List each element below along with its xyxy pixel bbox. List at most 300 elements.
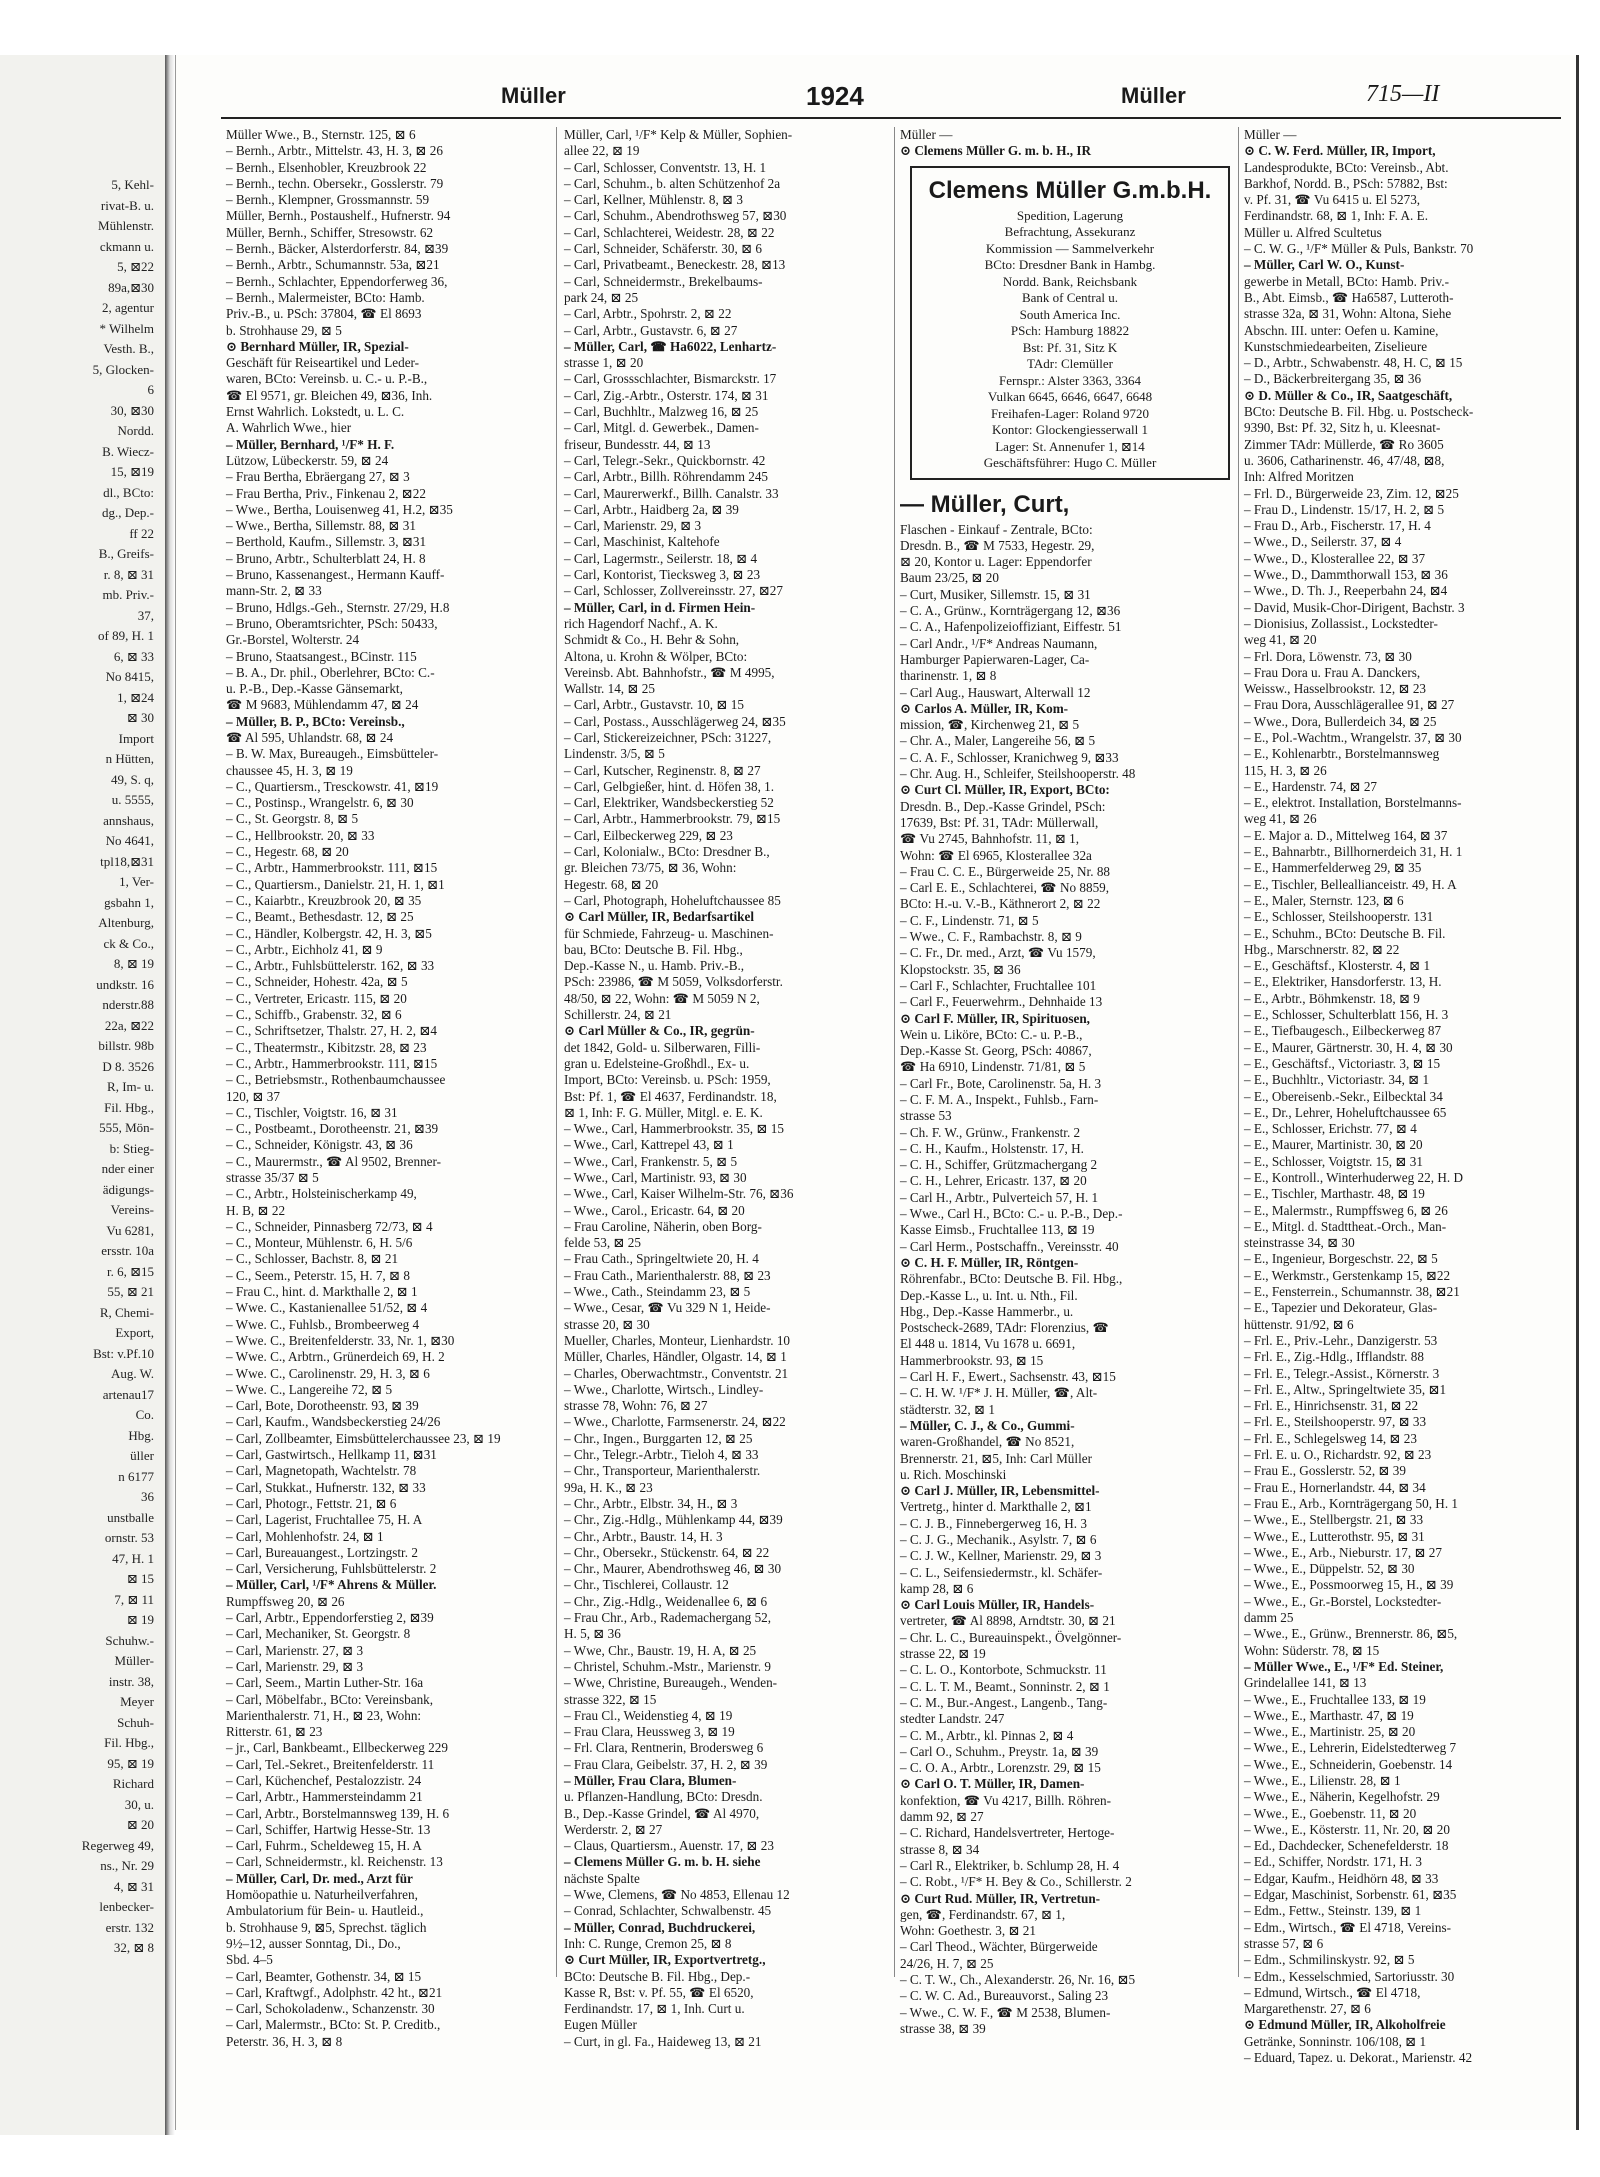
- directory-entry: – E., Tischler, Marthastr. 48, ⊠ 19: [1244, 1186, 1425, 1202]
- directory-entry: – Christel, Schuhm.-Mstr., Marienstr. 9: [564, 1658, 771, 1674]
- directory-entry: – Carl, Gastwirtsch., Hellkamp 11, ⊠31: [226, 1447, 437, 1463]
- directory-entry: – C. Robt., ¹/F* H. Bey & Co., Schillerstr. 2: [900, 1874, 1132, 1890]
- directory-entry: – Wwe., E., Fruchtallee 133, ⊠ 19: [1244, 1691, 1426, 1707]
- directory-entry: gr. Bleichen 73/75, ⊠ 36, Wohn:: [564, 860, 737, 876]
- directory-entry: – E., Maurer, Martinistr. 30, ⊠ 20: [1244, 1137, 1423, 1153]
- directory-entry: – Wwe., E., Lilienstr. 28, ⊠ 1: [1244, 1772, 1401, 1788]
- directory-entry: – C. A., Grünw., Kornträgergang 12, ⊠36: [900, 603, 1121, 619]
- directory-entry: – Carl, Schlosser, Zollvereinsstr. 27, ⊠27: [564, 583, 783, 599]
- directory-entry: Mueller, Charles, Monteur, Lienhardstr. 10: [564, 1332, 791, 1348]
- directory-entry: – Bernh., Elsenhobler, Kreuzbrook 22: [226, 159, 427, 175]
- directory-entry: – C., Seem., Peterstr. 15, H. 7, ⊠ 8: [226, 1267, 410, 1283]
- directory-entry: – Bernh., Klempner, Grossmannstr. 59: [226, 192, 430, 208]
- directory-entry: – Dionisius, Zollassist., Lockstedter-: [1244, 615, 1438, 631]
- directory-entry: mission, ☎, Kirchenweg 21, ⊠ 5: [900, 717, 1080, 733]
- directory-entry: – Chr. Aug. H., Schleifer, Steilshooperstr. 48: [900, 766, 1136, 782]
- directory-entry: Import, BCto: Vereinsb. u. PSch: 1959,: [564, 1072, 771, 1088]
- directory-entry: – Frau E., Hornerlandstr. 44, ⊠ 34: [1244, 1479, 1426, 1495]
- column-2: [564, 127, 892, 2049]
- directory-entry: – E. Major a. D., Mittelweg 164, ⊠ 37: [1244, 827, 1448, 843]
- column-3: [900, 127, 1234, 2036]
- directory-entry: Barkhof, Nordd. B., PSch: 57882, Bst:: [1244, 175, 1448, 191]
- directory-entry: – Frau Dora, Ausschlägerallee 91, ⊠ 27: [1244, 697, 1455, 713]
- adjacent-page-line: 1, ⊠24: [117, 689, 154, 705]
- adjacent-page-line: nderstr.88: [102, 997, 154, 1012]
- directory-entry: – Carl, Postass., Ausschlägerweg 24, ⊠35: [564, 713, 786, 729]
- adjacent-page-line: r. 6, ⊠15: [106, 1263, 154, 1279]
- directory-entry: – Wwe., E., Kösterstr. 11, Nr. 20, ⊠ 20: [1244, 1821, 1450, 1837]
- directory-entry: – Chr., Arbtr., Baustr. 14, H. 3: [564, 1528, 723, 1544]
- directory-entry: Rumpffsweg 20, ⊠ 26: [226, 1593, 345, 1609]
- directory-entry: – Müller, Carl, in d. Firmen Hein-: [564, 599, 756, 615]
- adjacent-page-line: Meyer: [120, 1694, 154, 1709]
- adjacent-page-line: 1, Ver-: [119, 874, 154, 889]
- ad-line: Geschäftsführer: Hugo C. Müller: [983, 455, 1157, 471]
- directory-entry: allee 22, ⊠ 19: [564, 143, 640, 159]
- directory-entry: strasse 22, ⊠ 19: [900, 1646, 986, 1662]
- directory-entry: – Carl, Arbtr., Gustavstr. 6, ⊠ 27: [564, 322, 738, 338]
- directory-entry: – C. W. C. Ad., Bureauvorst., Saling 23: [900, 1988, 1109, 2004]
- adjacent-page-line: 2, agentur: [102, 300, 154, 315]
- directory-entry: – C., Kaiarbtr., Kreuzbrook 20, ⊠ 35: [226, 892, 422, 908]
- directory-entry: – C. F. M. A., Inspekt., Fuhlsb., Farn-: [900, 1091, 1099, 1107]
- directory-entry: – Wwe, Chr., Baustr. 19, H. A, ⊠ 25: [564, 1642, 757, 1658]
- directory-entry: – Chr., Ingen., Burggarten 12, ⊠ 25: [564, 1430, 753, 1446]
- directory-entry: ☎ Ha 6910, Lindenstr. 71/81, ⊠ 5: [900, 1059, 1086, 1075]
- directory-entry: – Carl, Schiffer, Hartwig Hesse-Str. 13: [226, 1821, 431, 1837]
- ad-line: Kontor: Glockengiesserwall 1: [992, 422, 1148, 438]
- directory-entry: – C. H., Lehrer, Ericastr. 137, ⊠ 20: [900, 1173, 1087, 1189]
- directory-entry: – E., Schlosser, Erichstr. 77, ⊠ 4: [1244, 1121, 1417, 1137]
- directory-entry: rich Hagendorf Nachf., A. K.: [564, 615, 718, 631]
- directory-entry: Dresdn. B., ☎ M 7533, Hegestr. 29,: [900, 537, 1095, 553]
- adjacent-page-line: Nordd.: [117, 423, 154, 438]
- directory-entry: – D., Arbtr., Schwabenstr. 48, H. C, ⊠ 15: [1244, 355, 1463, 371]
- directory-entry: – Frau E., Gosslerstr. 52, ⊠ 39: [1244, 1463, 1406, 1479]
- directory-entry: – C., Arbtr., Holsteinischerkamp 49,: [226, 1186, 417, 1202]
- directory-entry: Lützow, Lübeckerstr. 59, ⊠ 24: [226, 452, 389, 468]
- directory-entry: – Edm., Kesselschmied, Sartoriusstr. 30: [1244, 1968, 1455, 1984]
- directory-entry: – Chr. A., Maler, Langereihe 56, ⊠ 5: [900, 733, 1096, 749]
- directory-entry: – E., Bahnarbtr., Billhornerdeich 31, H. 1: [1244, 844, 1463, 860]
- directory-entry: – Carl, Lagermstr., Seilerstr. 18, ⊠ 4: [564, 550, 758, 566]
- directory-entry: – Wwe. C., Fuhlsb., Brombeerweg 4: [226, 1316, 420, 1332]
- adjacent-page-line: 6, ⊠ 33: [113, 648, 154, 664]
- directory-entry: gen, ☎, Ferdinandstr. 67, ⊠ 1,: [900, 1906, 1066, 1922]
- directory-entry: – Wwe., Bertha, Louisenweg 41, H.2, ⊠35: [226, 501, 453, 517]
- directory-entry: 9½–12, ausser Sonntag, Di., Do.,: [226, 1935, 401, 1951]
- directory-entry: – Carl F., Schlachter, Fruchtallee 101: [900, 977, 1097, 993]
- directory-entry: – Claus, Quartiersm., Auenstr. 17, ⊠ 23: [564, 1838, 774, 1854]
- directory-entry: – Frau E., Arb., Kornträgergang 50, H. 1: [1244, 1495, 1459, 1511]
- adjacent-page-line: ns., Nr. 29: [100, 1858, 154, 1873]
- directory-entry: det 1842, Gold- u. Silberwaren, Filli-: [564, 1039, 761, 1055]
- adjacent-page-line: 5, Glocken-: [92, 361, 154, 377]
- directory-entry: Dep.-Kasse N., u. Hamb. Priv.-B.,: [564, 958, 745, 974]
- directory-entry: Grindelallee 141, ⊠ 13: [1244, 1675, 1367, 1691]
- directory-entry: – Wwe., Bertha, Sillemstr. 88, ⊠ 31: [226, 518, 416, 534]
- directory-entry: – E., Tischler, Belleallianceistr. 49, H. A: [1244, 876, 1457, 892]
- adjacent-page-line: Hbg.: [128, 1427, 154, 1443]
- directory-entry: Sbd. 4–5: [226, 1952, 273, 1968]
- directory-entry: v. Pf. 31, ☎ Vu 6415 u. El 5273,: [1244, 192, 1421, 208]
- directory-entry: – Wwe., Dora, Bullerdeich 34, ⊠ 25: [1244, 713, 1437, 729]
- directory-entry: – Frl. E., Telegr.-Assist., Körnerstr. 3: [1244, 1365, 1440, 1381]
- directory-entry: – Carl, Marienstr. 29, ⊠ 3: [564, 518, 702, 534]
- directory-entry: – C., Monteur, Mühlenstr. 6, H. 5/6: [226, 1235, 413, 1251]
- directory-entry: Inh: C. Runge, Cremon 25, ⊠ 8: [564, 1935, 732, 1951]
- directory-entry: Ferdinandstr. 17, ⊠ 1, Inh. Curt u.: [564, 2001, 745, 2017]
- adjacent-page-line: 89a,⊠30: [108, 279, 154, 295]
- directory-entry: Altona, u. Krohn & Wölper, BCto:: [564, 648, 748, 664]
- directory-entry: – Chr., Maurer, Abendrothsweg 46, ⊠ 30: [564, 1561, 782, 1577]
- directory-entry: – Carl, Arbtr., Hammersteindamm 21: [226, 1789, 423, 1805]
- directory-entry: – Carl, Mohlenhofstr. 24, ⊠ 1: [226, 1528, 384, 1544]
- directory-entry: ⊙ Bernhard Müller, IR, Spezial-: [226, 338, 409, 354]
- ad-title: Clemens Müller G.m.b.H.: [928, 176, 1212, 204]
- directory-entry: – C. A., Hafenpolizeioffiziant, Eiffestr. 51: [900, 619, 1122, 635]
- directory-entry: – Curt, in gl. Fa., Haideweg 13, ⊠ 21: [564, 2033, 762, 2049]
- directory-entry: – Bruno, Kassenangest., Hermann Kauff-: [226, 567, 445, 583]
- directory-entry: 17639, Bst: Pf. 31, TAdr: Müllerwall,: [900, 814, 1099, 830]
- adjacent-page-line: Regerweg 49,: [81, 1837, 154, 1853]
- adjacent-page-line: Schuh-: [117, 1714, 154, 1730]
- adjacent-page-line: 55, ⊠ 21: [107, 1284, 154, 1299]
- adjacent-page-line: rivat-B. u.: [100, 197, 154, 213]
- directory-entry: – Frau Cath., Springeltwiete 20, H. 4: [564, 1251, 759, 1267]
- directory-entry: Kunstschmiedearbeiten, Ziselieure: [1244, 338, 1428, 354]
- directory-entry: Margarethenstr. 27, ⊠ 6: [1244, 2001, 1371, 2017]
- running-head-right-name: Müller: [1121, 83, 1186, 108]
- directory-entry: – C., Hellbrookstr. 20, ⊠ 33: [226, 827, 375, 843]
- directory-entry: – Carl, Eilbeckerweg 229, ⊠ 23: [564, 827, 733, 843]
- directory-entry: kamp 28, ⊠ 6: [900, 1580, 974, 1596]
- directory-entry: – Ch. F. W., Grünw., Frankenstr. 2: [900, 1124, 1081, 1140]
- directory-entry: chaussee 45, H. 3, ⊠ 19: [226, 762, 353, 778]
- adjacent-page-line: 49, S. q,: [111, 771, 154, 787]
- directory-entry: Ambulatorium für Bein- u. Hautleid.,: [226, 1903, 424, 1919]
- directory-entry: – Wwe., E., Schneiderin, Goebenstr. 14: [1244, 1756, 1453, 1772]
- directory-entry: – Carl, Photograph, Hoheluftchaussee 85: [564, 892, 781, 908]
- ad-line: Bank of Central u.: [1021, 290, 1119, 306]
- directory-entry: – E., Kontroll., Winterhuderweg 22, H. D: [1244, 1170, 1463, 1185]
- directory-entry: – Carl, Arbtr., Borstelmannsweg 139, H. 6: [226, 1805, 450, 1821]
- directory-entry: Wohn: Süderstr. 78, ⊠ 15: [1244, 1642, 1380, 1658]
- directory-entry: – Carl, Versicherung, Fuhlsbüttelerstr. 2: [226, 1561, 437, 1577]
- directory-entry: park 24, ⊠ 25: [564, 289, 639, 305]
- directory-entry: – Müller, Conrad, Buchdruckerei,: [564, 1919, 756, 1935]
- directory-entry: – Frl. E., Altw., Springeltwiete 35, ⊠1: [1244, 1381, 1447, 1397]
- directory-entry: – C., Hegestr. 68, ⊠ 20: [226, 844, 349, 860]
- directory-entry: Lindenstr. 3/5, ⊠ 5: [564, 746, 665, 762]
- directory-entry: – Wwe. C., Carolinenstr. 29, H. 3, ⊠ 6: [226, 1365, 430, 1381]
- directory-entry: Dep.-Kasse L., u. Int. u. Nth., Fil.: [900, 1287, 1078, 1303]
- directory-entry: ☎ El 9571, gr. Bleichen 49, ⊠36, Inh.: [226, 387, 433, 403]
- directory-entry: – C. T. W., Ch., Alexanderstr. 26, Nr. 16, ⊠5: [900, 1972, 1136, 1988]
- directory-entry: – C., Maurermstr., ☎ Al 9502, Brenner-: [226, 1153, 442, 1169]
- directory-entry: waren-Großhandel, ☎ No 8521,: [900, 1434, 1075, 1450]
- directory-entry: – E., Schlosser, Voigtstr. 15, ⊠ 31: [1244, 1153, 1423, 1169]
- directory-entry: Ernst Wahrlich. Lokstedt, u. L. C.: [226, 404, 405, 420]
- directory-entry: Müller —: [1244, 127, 1297, 142]
- directory-entry: – Carl, Mechaniker, St. Georgstr. 8: [226, 1626, 411, 1642]
- directory-entry: – C., Schneider, Hohestr. 42a, ⊠ 5: [226, 974, 408, 990]
- directory-entry: – Carl, Marienstr. 27, ⊠ 3: [226, 1642, 364, 1658]
- directory-entry: – Bernh., Schlachter, Eppendorferweg 36,: [226, 273, 448, 289]
- directory-entry: – Wwe., D. Th. J., Reeperbahn 24, ⊠4: [1244, 583, 1448, 599]
- directory-entry: weg 41, ⊠ 26: [1244, 811, 1317, 827]
- adjacent-page-line: ädigungs-: [102, 1181, 154, 1197]
- directory-entry: Wohn: ☎ El 6965, Klosterallee 32a: [900, 847, 1092, 863]
- directory-entry: Müller u. Alfred Scultetus: [1244, 224, 1382, 240]
- directory-entry: Flaschen - Einkauf - Zentrale, BCto:: [900, 521, 1093, 537]
- directory-entry: – C. J. W., Kellner, Marienstr. 29, ⊠ 3: [900, 1548, 1102, 1564]
- directory-entry: – C. A. F., Schlosser, Kranichweg 9, ⊠33: [900, 749, 1119, 765]
- directory-entry: – E., Mitgl. d. Stadttheat.-Orch., Man-: [1244, 1218, 1447, 1234]
- adjacent-page-line: 95, ⊠ 19: [107, 1755, 154, 1771]
- directory-entry: konfektion, ☎ Vu 4217, Billh. Röhren-: [900, 1792, 1111, 1808]
- directory-entry: – Wwe., D., Seilerstr. 37, ⊠ 4: [1244, 534, 1402, 550]
- directory-entry: – Wwe., Cesar, ☎ Vu 329 N 1, Heide-: [564, 1300, 771, 1316]
- directory-entry: – Carl, Arbtr., Haidberg 2a, ⊠ 39: [564, 501, 739, 517]
- directory-entry: – Carl, Stukkat., Hufnerstr. 132, ⊠ 33: [226, 1479, 426, 1495]
- adjacent-page-line: 5, ⊠22: [117, 259, 154, 274]
- directory-entry: – Edgar, Kaufm., Heidhörn 48, ⊠ 33: [1244, 1870, 1439, 1886]
- directory-entry: – Carl, Beamter, Gothenstr. 34, ⊠ 15: [226, 1968, 422, 1984]
- directory-entry: – Carl, Kolonialw., BCto: Dresdner B.,: [564, 844, 770, 860]
- ad-line: Fernspr.: Alster 3363, 3364: [999, 372, 1141, 388]
- directory-entry: – Carl, Seem., Martin Luther-Str. 16a: [226, 1675, 424, 1691]
- adjacent-page-line: unstballe: [107, 1509, 154, 1525]
- adjacent-page-line: Vu 6281,: [106, 1222, 154, 1238]
- directory-entry: – Wwe., Carl, Hammerbrookstr. 35, ⊠ 15: [564, 1121, 784, 1137]
- directory-entry: – Carl, Kontorist, Tiecksweg 3, ⊠ 23: [564, 567, 761, 583]
- directory-entry: – E., Ingenieur, Borgeschstr. 22, ⊠ 5: [1244, 1251, 1438, 1267]
- directory-entry: strasse 32a, ⊠ 31, Wohn: Altona, Siehe: [1244, 306, 1452, 322]
- directory-entry: b. Strohhause 29, ⊠ 5: [226, 322, 342, 338]
- adjacent-page-line: 7, ⊠ 11: [114, 1591, 154, 1607]
- adjacent-page-line: n Hütten,: [105, 751, 154, 766]
- directory-entry: – Carl, Schlachterei, Weidestr. 28, ⊠ 22: [564, 224, 775, 240]
- directory-entry: – Müller, Carl, ☎ Ha6022, Lenhartz-: [564, 338, 777, 354]
- directory-entry: – E., Hammerfelderweg 29, ⊠ 35: [1244, 860, 1422, 876]
- adjacent-page-line: dg., Dep.-: [102, 505, 154, 520]
- ad-line: Freihafen-Lager: Roland 9720: [990, 405, 1150, 421]
- ad-line: Lager: St. Annenufer 1, ⊠14: [995, 438, 1145, 454]
- adjacent-page-line: 37,: [137, 607, 154, 623]
- directory-entry: – Wwe., E., Goebenstr. 11, ⊠ 20: [1244, 1805, 1417, 1821]
- page-number: 715—II: [1366, 81, 1440, 107]
- directory-entry: – Frl. E. u. O., Richardstr. 92, ⊠ 23: [1244, 1447, 1432, 1463]
- directory-entry: – C. M., Bur.-Angest., Langenb., Tang-: [900, 1694, 1108, 1710]
- adjacent-page-line: r. 8, ⊠ 31: [103, 566, 154, 582]
- directory-entry: – Carl, Marienstr. 29, ⊠ 3: [226, 1658, 364, 1674]
- directory-entry: – Chr., Telegr.-Arbtr., Tieloh 4, ⊠ 33: [564, 1447, 759, 1463]
- directory-entry: – Edgar, Maschinist, Sorbenstr. 61, ⊠35: [1244, 1887, 1457, 1903]
- directory-entry: – C., Vertreter, Ericastr. 115, ⊠ 20: [226, 990, 407, 1006]
- directory-entry: ⊙ C. W. Ferd. Müller, IR, Import,: [1244, 143, 1436, 159]
- adjacent-page-line: ff 22: [129, 525, 154, 541]
- directory-entry: – Frl. D., Bürgerweide 23, Zim. 12, ⊠25: [1244, 485, 1459, 501]
- directory-entry: – Carl, Kellner, Mühlenstr. 8, ⊠ 3: [564, 192, 744, 208]
- directory-entry: – Chr., Tischlerei, Collaustr. 12: [564, 1577, 729, 1593]
- directory-entry: u. 3606, Catharinenstr. 46, 47/48, ⊠8,: [1244, 452, 1445, 468]
- directory-entry: – Carl, Möbelfabr., BCto: Vereinsbank,: [226, 1691, 434, 1707]
- directory-entry: – Carl, Maschinist, Kaltehofe: [564, 534, 720, 550]
- directory-entry: ⊙ Carl Louis Müller, IR, Handels-: [900, 1597, 1095, 1613]
- directory-entry: Klopstockstr. 35, ⊠ 36: [900, 961, 1021, 977]
- directory-entry: – Wwe., E., Düppelstr. 52, ⊠ 30: [1244, 1561, 1415, 1577]
- directory-entry: ⊙ Carlos A. Müller, IR, Kom-: [900, 700, 1069, 716]
- directory-entry: Inh: Alfred Moritzen: [1244, 469, 1354, 485]
- directory-entry: – C. L. T. M., Beamt., Sonninstr. 2, ⊠ 1: [900, 1678, 1110, 1694]
- directory-entry: – Wwe., Carl, Kaiser Wilhelm-Str. 76, ⊠36: [564, 1186, 794, 1202]
- directory-entry: – Wwe., D., Dammthorwall 153, ⊠ 36: [1244, 567, 1448, 583]
- directory-entry: – E., Maler, Sternstr. 123, ⊠ 6: [1244, 892, 1404, 908]
- header-rule: [221, 117, 1561, 119]
- adjacent-page-line: Vesth. B.,: [103, 341, 154, 356]
- directory-entry: – Chr., Zig.-Hdlg., Weidenallee 6, ⊠ 6: [564, 1593, 768, 1609]
- directory-entry: – Carl, Schlosser, Conventstr. 13, H. 1: [564, 159, 767, 175]
- adjacent-page-line: nder einer: [101, 1161, 154, 1176]
- directory-entry: El 448 u. 1814, Vu 1678 u. 6691,: [900, 1336, 1076, 1352]
- directory-entry: ☎ Al 595, Uhlandstr. 68, ⊠ 24: [226, 729, 394, 745]
- directory-entry: – Müller, Carl, ¹/F* Ahrens & Müller.: [226, 1577, 437, 1593]
- ad-line: Kommission — Sammelverkehr: [985, 240, 1155, 256]
- directory-entry: ⊠ 1, Inh: F. G. Müller, Mitgl. e. E. K.: [564, 1104, 763, 1120]
- directory-entry: b. Strohhause 9, ⊠5, Sprechst. täglich: [226, 1919, 427, 1935]
- directory-entry: – Curt, Musiker, Sillemstr. 15, ⊠ 31: [900, 586, 1091, 602]
- directory-entry: – Carl, Bureauangest., Lortzingstr. 2: [226, 1544, 418, 1560]
- directory-entry: – Berthold, Kaufm., Sillemstr. 3, ⊠31: [226, 534, 427, 550]
- directory-entry: Kasse Eimsb., Fruchtallee 113, ⊠ 19: [900, 1222, 1095, 1238]
- directory-entry: – Müller, Bernhard, ¹/F* H. F.: [226, 436, 395, 452]
- directory-entry: ⊠ 20, Kontor u. Lager: Eppendorfer: [900, 554, 1092, 570]
- directory-entry: – C. L. O., Kontorbote, Schmuckstr. 11: [900, 1662, 1107, 1678]
- directory-entry: – Wwe., C. W. F., ☎ M 2538, Blumen-: [900, 2004, 1111, 2020]
- directory-entry: tharinenstr. 1, ⊠ 8: [900, 668, 997, 684]
- running-head: [176, 55, 1576, 111]
- directory-entry: 120, ⊠ 37: [226, 1088, 280, 1104]
- directory-entry: bau, BCto: Deutsche B. Fil. Hbg.,: [564, 941, 743, 957]
- adjacent-page-line: B., Greifs-: [98, 546, 154, 561]
- directory-entry: ⊙ Curt Cl. Müller, IR, Export, BCto:: [900, 782, 1110, 798]
- directory-entry: – Bernh., Arbtr., Mittelstr. 43, H. 3, ⊠ 26: [226, 143, 443, 159]
- directory-entry: – Wwe. C., Langereihe 72, ⊠ 5: [226, 1381, 393, 1397]
- adjacent-page-line: ersstr. 10a: [101, 1243, 154, 1258]
- directory-entry: – C., Arbtr., Fuhlsbüttelerstr. 162, ⊠ 33: [226, 958, 435, 974]
- directory-entry: – jr., Carl, Bankbeamt., Ellbeckerweg 229: [226, 1740, 448, 1756]
- directory-entry: strasse 78, Wohn: 76, ⊠ 27: [564, 1398, 708, 1414]
- directory-entry: Hbg., Dep.-Kasse Hammerbr., u.: [900, 1303, 1074, 1319]
- directory-entry: u. Pflanzen-Handlung, BCto: Dresdn.: [564, 1789, 763, 1805]
- directory-entry: – Carl, Kraftwgf., Adolphstr. 42 ht., ⊠21: [226, 1984, 443, 2000]
- directory-entry: felde 53, ⊠ 25: [564, 1235, 641, 1251]
- directory-entry: – Carl Herm., Postschaffn., Vereinsstr. 40: [900, 1238, 1119, 1254]
- directory-entry: – C. W. G., ¹/F* Müller & Puls, Bankstr. 70: [1244, 241, 1474, 257]
- directory-entry: 48/50, ⊠ 22, Wohn: ☎ M 5059 N 2,: [564, 990, 760, 1006]
- directory-entry: – Wwe., E., Gr.-Borstel, Lockstedter-: [1244, 1593, 1442, 1609]
- directory-entry: – Wwe., Carl, Kattrepel 43, ⊠ 1: [564, 1137, 734, 1153]
- directory-entry: – C., Theatermstr., Kibitzstr. 28, ⊠ 23: [226, 1039, 427, 1055]
- adjacent-page-line: B. Wiecz-: [102, 443, 154, 459]
- directory-entry: – E., elektrot. Installation, Borstelmanns-: [1244, 795, 1462, 811]
- directory-entry: Müller, Charles, Händler, Olgastr. 14, ⊠ 1: [564, 1349, 787, 1365]
- directory-entry: – Carl H., Arbtr., Pulverteich 57, H. 1: [900, 1189, 1099, 1205]
- adjacent-page-line: 8, ⊠ 19: [113, 956, 154, 971]
- advertisement-box: [910, 166, 1230, 480]
- directory-entry: gewerbe in Metall, BCto: Hamb. Priv.-: [1244, 273, 1449, 289]
- directory-entry: – E., Werkmstr., Gerstenkamp 15, ⊠22: [1244, 1267, 1451, 1283]
- directory-entry: – Wwe., E., Arb., Nieburstr. 17, ⊠ 27: [1244, 1544, 1442, 1560]
- directory-entry: – Bernh., Bäcker, Alsterdorferstr. 84, ⊠39: [226, 241, 449, 257]
- adjacent-page-line: ckmann u.: [99, 238, 154, 254]
- directory-entry: BCto: Deutsche B. Fil. Hbg., Dep.-: [564, 1968, 751, 1984]
- directory-entry: weg 41, ⊠ 20: [1244, 632, 1317, 648]
- directory-entry: – Müller, Frau Clara, Blumen-: [564, 1772, 737, 1788]
- directory-entry: – Chr., Arbtr., Elbstr. 34, H., ⊠ 3: [564, 1495, 738, 1511]
- directory-entry: – Carl, Schneidermstr., Brekelbaums-: [564, 273, 763, 289]
- directory-entry: Priv.-B., u. PSch: 37804, ☎ El 8693: [226, 306, 422, 322]
- directory-entry: vertreter, ☎ Al 8898, Arndtstr. 30, ⊠ 21: [900, 1613, 1116, 1629]
- directory-entry: – Bruno, Hdlgs.-Geh., Sternstr. 27/29, H.8: [226, 599, 450, 615]
- adjacent-page-fragment: [0, 55, 167, 2135]
- directory-entry: Bst: Pf. 1, ☎ El 4637, Ferdinandstr. 18,: [564, 1088, 777, 1104]
- adjacent-page-line: * Wilhelm: [99, 320, 154, 336]
- directory-entry: – Eduard, Tapez. u. Dekorat., Marienstr. 42: [1244, 2050, 1473, 2066]
- adjacent-page-line: undkstr. 16: [96, 976, 154, 992]
- directory-entry: Brennerstr. 21, ⊠5, Inh: Carl Müller: [900, 1450, 1092, 1466]
- directory-entry: – C., Arbtr., Hammerbrookstr. 111, ⊠15: [226, 1055, 438, 1071]
- directory-entry: – C., Arbtr., Hammerbrookstr. 111, ⊠15: [226, 860, 438, 876]
- directory-entry: – E., Schlosser, Schulterblatt 156, H. 3: [1244, 1007, 1449, 1023]
- directory-entry: – Carl, Arbtr., Billh. Röhrendamm 245: [564, 469, 769, 485]
- directory-entry: – Carl, Lagerist, Fruchtallee 75, H. A: [226, 1512, 423, 1528]
- directory-entry: – Wwe. C., Breitenfelderstr. 33, Nr. 1, ⊠30: [226, 1332, 455, 1348]
- directory-entry: – Bernh., techn. Obersekr., Gosslerstr. 79: [226, 175, 444, 191]
- directory-entry: Ritterstr. 61, ⊠ 23: [226, 1724, 323, 1740]
- adjacent-page-line: D 8. 3526: [102, 1058, 154, 1074]
- adjacent-page-line: gsbahn 1,: [104, 894, 154, 910]
- directory-entry: – Carl, Telegr.-Sekr., Quickbornstr. 42: [564, 452, 766, 468]
- directory-entry: strasse 38, ⊠ 39: [900, 2020, 986, 2036]
- directory-entry: – David, Musik-Chor-Dirigent, Bachstr. 3: [1244, 599, 1465, 615]
- adjacent-page-line: of 89, H. 1: [98, 628, 154, 643]
- directory-entry: – Edm., Schmilinskystr. 92, ⊠ 5: [1244, 1952, 1415, 1968]
- adjacent-page-line: ck & Co.,: [103, 935, 154, 951]
- directory-entry: strasse 20, ⊠ 30: [564, 1316, 650, 1332]
- directory-entry: – Frau D., Lindenstr. 15/17, H. 2, ⊠ 5: [1244, 501, 1445, 517]
- directory-entry: – Edm., Fettw., Steinstr. 139, ⊠ 1: [1244, 1903, 1422, 1919]
- directory-entry: – Frau Bertha, Priv., Finkenau 2, ⊠22: [226, 485, 426, 501]
- directory-entry: Schmidt & Co., H. Behr & Sohn,: [564, 632, 740, 648]
- directory-entry: – Frau Bertha, Ebräergang 27, ⊠ 3: [226, 469, 410, 485]
- directory-entry: für Schmiede, Fahrzeug- u. Maschinen-: [564, 925, 774, 941]
- directory-entry: – Charles, Oberwachtmstr., Conventstr. 21: [564, 1365, 789, 1381]
- directory-entry: mann-Str. 2, ⊠ 33: [226, 583, 322, 599]
- directory-entry: – Frau Cath., Marienthalerstr. 88, ⊠ 23: [564, 1267, 771, 1283]
- directory-entry: – Wwe. C., Arbtrn., Grünerdeich 69, H. 2: [226, 1349, 445, 1365]
- directory-entry: – Carl F., Feuerwehrm., Dehnhaide 13: [900, 994, 1103, 1010]
- directory-entry: waren, BCto: Vereinsb. u. C.- u. P.-B.,: [226, 371, 428, 387]
- directory-entry: – E., Malermstr., Rumpffsweg 6, ⊠ 26: [1244, 1202, 1448, 1218]
- directory-entry: – Chr., Obersekr., Stückenstr. 64, ⊠ 22: [564, 1544, 770, 1560]
- directory-entry: – Clemens Müller G. m. b. H. siehe: [564, 1854, 761, 1870]
- directory-entry: – Carl H. F., Ewert., Sachsenstr. 43, ⊠15: [900, 1369, 1116, 1385]
- directory-entry: – Frl. E., Hinrichsenstr. 31, ⊠ 22: [1244, 1398, 1419, 1414]
- directory-entry: – Frl. Dora, Löwenstr. 73, ⊠ 30: [1244, 648, 1412, 664]
- directory-entry: – E., Dr., Lehrer, Hoheluftchaussee 65: [1244, 1104, 1447, 1120]
